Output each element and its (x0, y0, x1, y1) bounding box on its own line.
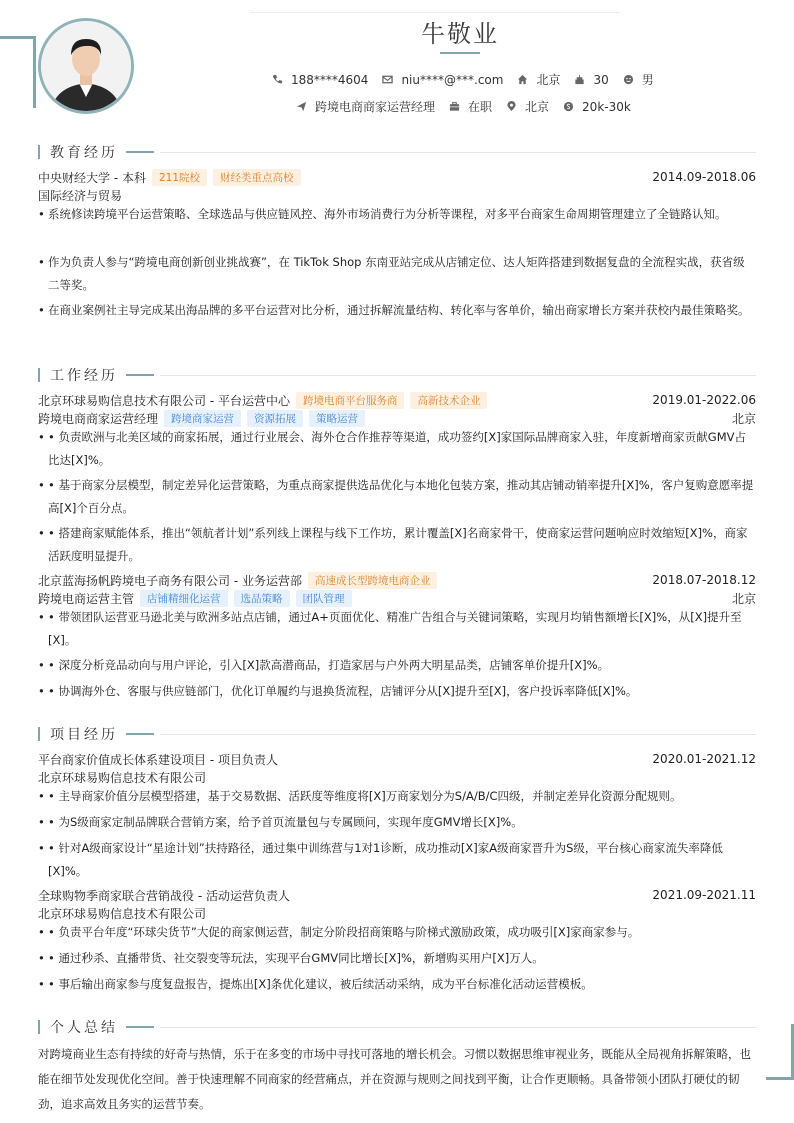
project-name: 全球购物季商家联合营销战役 - 活动运营负责人 (38, 888, 290, 903)
job-bullet: • • 带领团队运营亚马逊北美与欧洲多站点店铺，通过A+页面优化、精准广告组合与关键词策略，实现月均销售额增长[X]%，从[X]提升至[X]。 (38, 606, 756, 652)
project-date: 2020.01-2021.12 (652, 752, 756, 766)
section-rule (160, 375, 756, 376)
project-head (38, 750, 756, 768)
job-bullet: • • 搭建商家赋能体系，推出“领航者计划”系列线上课程与线下工作坊，累计覆盖[X]名商家骨干，使商家运营问题响应时效缩短[X]%，商家活跃度明显提升。 (38, 522, 756, 568)
job-role-line (38, 409, 756, 427)
status-item (449, 98, 492, 115)
section-rule (160, 1027, 756, 1028)
company-tag: 高新技术企业 (410, 392, 487, 409)
section-title-text: 个人总结 (50, 1020, 118, 1036)
email-text: niu****@***.com (401, 72, 504, 87)
school-name: 中央财经大学 - 本科 (38, 170, 146, 185)
section-dash (126, 151, 154, 153)
job-company: 北京环球易购信息技术有限公司 - 平台运营中心 (38, 393, 290, 408)
contact-row (272, 71, 668, 88)
status-text: 在职 (468, 100, 493, 114)
project-bullet: • • 主导商家价值分层模型搭建，基于交易数据、活跃度等维度将[X]万商家划分为S/A/B/C四级，并制定差异化资源分配规则。 (38, 785, 756, 808)
cake-icon (574, 74, 585, 85)
education-date: 2014.09-2018.06 (652, 170, 756, 184)
project-org-line (38, 904, 756, 922)
job-intent-row (296, 98, 645, 115)
job-city: 北京 (731, 591, 756, 606)
phone-item (272, 73, 368, 87)
target-city-item (506, 98, 549, 115)
job-role: 跨境电商运营主管 (38, 591, 135, 606)
briefcase-icon (449, 101, 460, 112)
section-bar (38, 727, 40, 741)
job-head (38, 571, 756, 589)
project-org: 北京环球易购信息技术有限公司 (38, 770, 207, 785)
gender-icon (623, 74, 634, 85)
job-bullet: • • 负责欧洲与北美区域的商家拓展，通过行业展会、海外仓合作推荐等渠道，成功签约[X]家国际品牌商家入驻，年度新增商家贡献GMV占比达[X]%。 (38, 426, 756, 472)
section-education (38, 142, 756, 162)
section-bar (38, 1020, 40, 1034)
candidate-name: 牛敬业 (421, 20, 499, 48)
job-bullet: • • 深度分析竞品动向与用户评论，引入[X]款高潜商品，打造家居与户外两大明星品类，店铺客单价提升[X]%。 (38, 654, 756, 677)
role-tag: 选品策略 (234, 590, 290, 607)
summary-text: 对跨境商业生态有持续的好奇与热情，乐于在多变的市场中寻找可落地的增长机会。习惯以数据思维审视业务，既能从全局视角拆解策略，也能在细节处发现优化空间。善于快速理解不同商家的经营痛点，并在资源与规则之间找到平衡，让合作更顺畅。具备带领小团队打硬仗的韧劲，追求高效且务实的运营节奏。 (38, 1047, 751, 1111)
section-summary (38, 1017, 756, 1037)
target-role-item (296, 98, 435, 115)
project-date: 2021.09-2021.11 (652, 888, 756, 902)
education-bullet: • 在商业案例社主导完成某出海品牌的多平台运营对比分析，通过拆解流量结构、转化率与客单价，输出商家增长方案并获校内最佳策略奖。 (38, 299, 756, 322)
pin-icon (506, 101, 517, 112)
section-title-text: 教育经历 (50, 145, 118, 161)
school-tag: 财经类重点高校 (213, 169, 301, 186)
section-dash (126, 374, 154, 376)
city-item (517, 71, 560, 88)
job-date: 2019.01-2022.06 (652, 393, 756, 407)
job-bullet: • • 基于商家分层模型，制定差异化运营策略，为重点商家提供选品优化与本地化包装方案，推动其店铺动销率提升[X]%，客户复购意愿率提高[X]个百分点。 (38, 474, 756, 520)
project-bullet: • • 为S级商家定制品牌联合营销方案，给予首页流量包与专属顾问，实现年度GMV增长[X]%。 (38, 811, 756, 834)
home-icon (517, 74, 528, 85)
phone-text: 188****4604 (291, 72, 369, 87)
target-role-text: 跨境电商商家运营经理 (315, 100, 436, 114)
job-head (38, 391, 756, 409)
school-tag: 211院校 (152, 169, 207, 186)
section-bar (38, 368, 40, 382)
mail-icon (382, 74, 393, 85)
section-dash (126, 1026, 154, 1028)
education-major: 国际经济与贸易 (38, 188, 123, 203)
corner-decoration-top-left (0, 36, 36, 108)
section-bar (38, 145, 40, 159)
section-dash (126, 733, 154, 735)
job-role-line (38, 589, 756, 607)
project-name: 平台商家价值成长体系建设项目 - 项目负责人 (38, 752, 278, 767)
role-tag: 资源拓展 (247, 410, 303, 427)
education-head (38, 168, 756, 186)
project-org-line (38, 768, 756, 786)
top-divider (250, 12, 620, 13)
email-item (382, 73, 503, 87)
role-tag: 策略运营 (309, 410, 365, 427)
job-role: 跨境电商商家运营经理 (38, 411, 159, 426)
job-city: 北京 (731, 411, 756, 426)
company-tag: 跨境电商平台服务商 (296, 392, 405, 409)
project-head (38, 886, 756, 904)
education-bullet: • 系统修读跨境平台运营策略、全球选品与供应链风控、海外市场消费行为分析等课程，对多平台商家生命周期管理建立了全链路认知。 (38, 203, 756, 226)
phone-icon (272, 74, 283, 85)
project-bullet: • • 负责平台年度“环球尖货节”大促的商家侧运营，制定分阶段招商策略与阶梯式激励政策，成功吸引[X]家商家参与。 (38, 921, 756, 944)
corner-decoration-bottom-right (766, 1024, 794, 1080)
section-title-text: 工作经历 (50, 368, 118, 384)
education-major-line (38, 186, 756, 204)
section-rule (160, 152, 756, 153)
project-org: 北京环球易购信息技术有限公司 (38, 906, 207, 921)
gender-item (623, 71, 654, 88)
section-title-text: 项目经历 (50, 727, 118, 743)
section-projects (38, 724, 756, 744)
job-company: 北京蓝海扬帆跨境电子商务有限公司 - 业务运营部 (38, 573, 302, 588)
job-date: 2018.07-2018.12 (652, 573, 756, 587)
target-city-text: 北京 (525, 100, 550, 114)
send-icon (296, 101, 307, 112)
education-bullet: • 作为负责人参与“跨境电商创新创业挑战赛”，在 TikTok Shop 东南亚站完成从店铺定位、达人矩阵搭建到数据复盘的全流程实战，获省级二等奖。 (38, 251, 756, 297)
avatar (38, 18, 134, 114)
name-underline (440, 52, 480, 54)
section-rule (160, 734, 756, 735)
company-tag: 高速成长型跨境电商企业 (308, 572, 438, 589)
role-tag: 团队管理 (296, 590, 352, 607)
salary-item (563, 100, 631, 114)
role-tag: 店铺精细化运营 (140, 590, 228, 607)
job-bullet: • • 协调海外仓、客服与供应链部门，优化订单履约与退换货流程，店铺评分从[X]提升至[X]，客户投诉率降低[X]%。 (38, 680, 756, 703)
role-tag: 跨境商家运营 (164, 410, 241, 427)
section-work (38, 365, 756, 385)
project-bullet: • • 通过秒杀、直播带货、社交裂变等玩法，实现平台GMV同比增长[X]%，新增购买用户[X]万人。 (38, 947, 756, 970)
salary-text: 20k-30k (582, 99, 631, 114)
age-text: 30 (593, 72, 609, 87)
city-text: 北京 (536, 73, 561, 87)
gender-text: 男 (641, 73, 654, 87)
age-item (574, 73, 608, 87)
project-bullet: • • 针对A级商家设计“星途计划”扶持路径，通过集中训练营与1对1诊断，成功推动[X]家A级商家晋升为S级，平台核心商家流失率降低[X]%。 (38, 837, 756, 883)
project-bullet: • • 事后输出商家参与度复盘报告，提炼出[X]条优化建议，被后续活动采纳，成为平台标准化活动运营模板。 (38, 973, 756, 996)
salary-icon (563, 101, 574, 112)
